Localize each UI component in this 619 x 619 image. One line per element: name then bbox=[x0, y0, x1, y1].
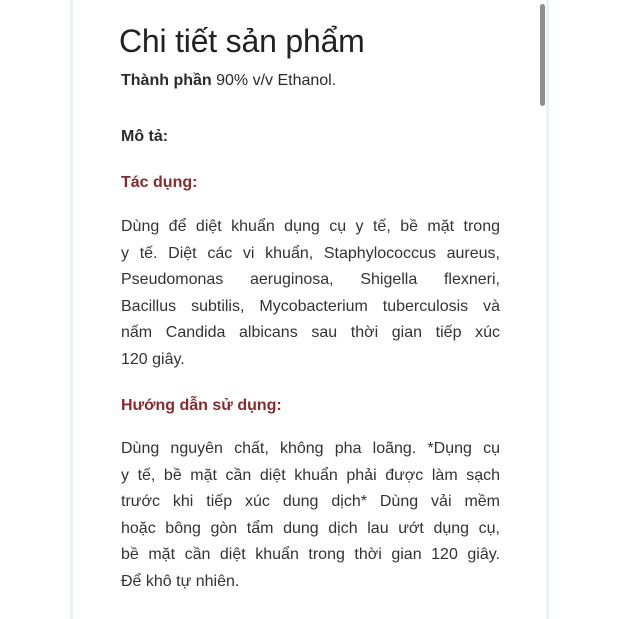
text-line: hoặc bông gòn tẩm dung dịch lau ướt dụng cụ, bbox=[121, 519, 500, 537]
ingredients-label: Thành phần bbox=[121, 72, 212, 89]
section-heading-effects: Tác dụng: bbox=[121, 174, 198, 191]
text-line: 120 giây. bbox=[121, 350, 185, 368]
left-gutter bbox=[0, 0, 73, 619]
text-line: Dùng để diệt khuẩn dụng cụ y tế, bề mặt trong bbox=[121, 218, 500, 235]
ingredients-row bbox=[121, 72, 336, 90]
section-body-effects bbox=[121, 214, 500, 373]
scrollbar-thumb[interactable] bbox=[540, 4, 545, 106]
text-line: Dùng nguyên chất, không pha loãng. *Dụng cụ bbox=[121, 440, 500, 457]
text-line: Pseudomonas aeruginosa, Shigella flexneri, bbox=[121, 271, 500, 288]
section-heading-usage: Hướng dẫn sử dụng: bbox=[121, 397, 282, 414]
right-gutter-edge bbox=[546, 0, 549, 619]
text-line: y tế. Diệt các vi khuẩn, Staphylococcus aureus, bbox=[121, 244, 500, 262]
text-line: nấm Candida albicans sau thời gian tiếp xúc bbox=[121, 324, 500, 341]
text-line: bề mặt cần diệt khuẩn trong thời gian 120 giây. bbox=[121, 546, 500, 563]
left-gutter-edge bbox=[70, 0, 73, 619]
text-line: Để khô tự nhiên. bbox=[121, 572, 240, 590]
page-title: Chi tiết sản phẩm bbox=[119, 23, 365, 59]
text-line: y tế, bề mặt cần diệt khuẩn phải được làm sạch bbox=[121, 466, 500, 484]
text-line: Bacillus subtilis, Mycobacterium tuberculosis và bbox=[121, 297, 500, 315]
text-line: trước khi tiếp xúc dung dịch* Dùng vải mềm bbox=[121, 493, 500, 510]
ingredients-value: 90% v/v Ethanol. bbox=[216, 72, 337, 89]
section-body-usage bbox=[121, 436, 500, 595]
right-gutter bbox=[546, 0, 619, 619]
description-label: Mô tả: bbox=[121, 128, 169, 145]
